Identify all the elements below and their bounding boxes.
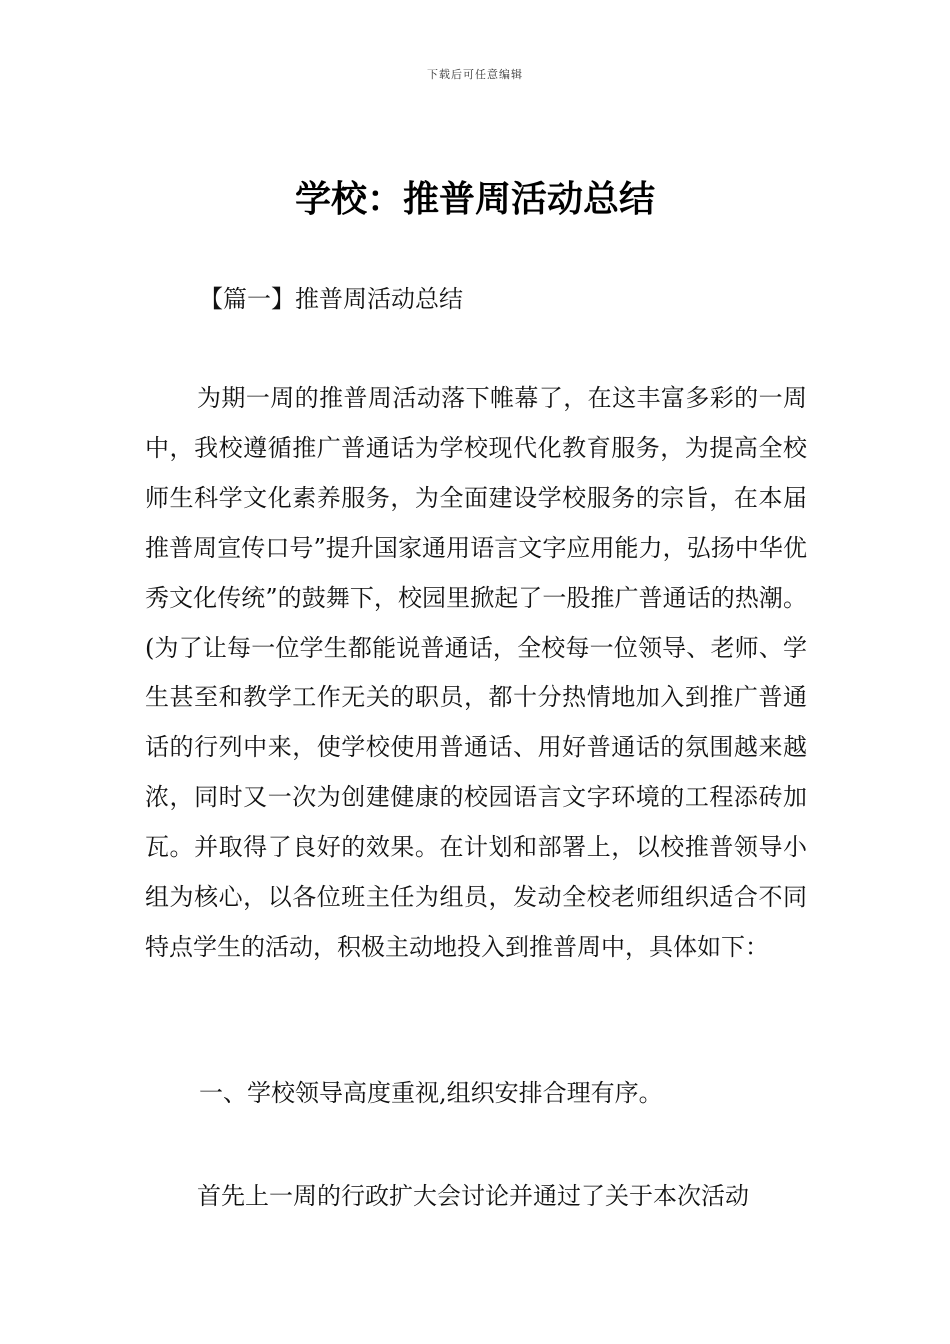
subheading-1: 一、学校领导高度重视,组织安排合理有序。 xyxy=(199,1079,663,1107)
page-header-note: 下载后可任意编辑 xyxy=(427,68,523,81)
section-heading: 【篇一】推普周活动总结 xyxy=(199,285,463,313)
body-paragraph-1: 为期一周的推普周活动落下帷幕了，在这丰富多彩的一周中，我校遵循推广普通话为学校现代化教育服务，为提高全校师生科学文化素养服务，为全面建设学校服务的宗旨，在本届推普周宣传口号”提升国家通用语言文字应用能力，弘扬中华优秀文化传统”的鼓舞下，校园里掀起了一股推广普通话的热潮。(为了让每一位学生都能说普通话，全校每一位领导、老师、学生甚至和教学工作无关的职员，都十分热情地加入到推广普通话的行列中来，使学校使用普通话、用好普通话的氛围越来越浓，同时又一次为创建健康的校园语言文字环境的工程添砖加瓦。并取得了良好的效果。在计划和部署上，以校推普领导小组为核心，以各位班主任为组员，发动全校老师组织适合不同特点学生的活动，积极主动地投入到推普周中，具体如下： xyxy=(145,384,807,961)
document-title: 学校：推普周活动总结 xyxy=(294,179,655,220)
body-paragraph-2: 首先上一周的行政扩大会讨论并通过了关于本次活动 xyxy=(197,1182,749,1210)
